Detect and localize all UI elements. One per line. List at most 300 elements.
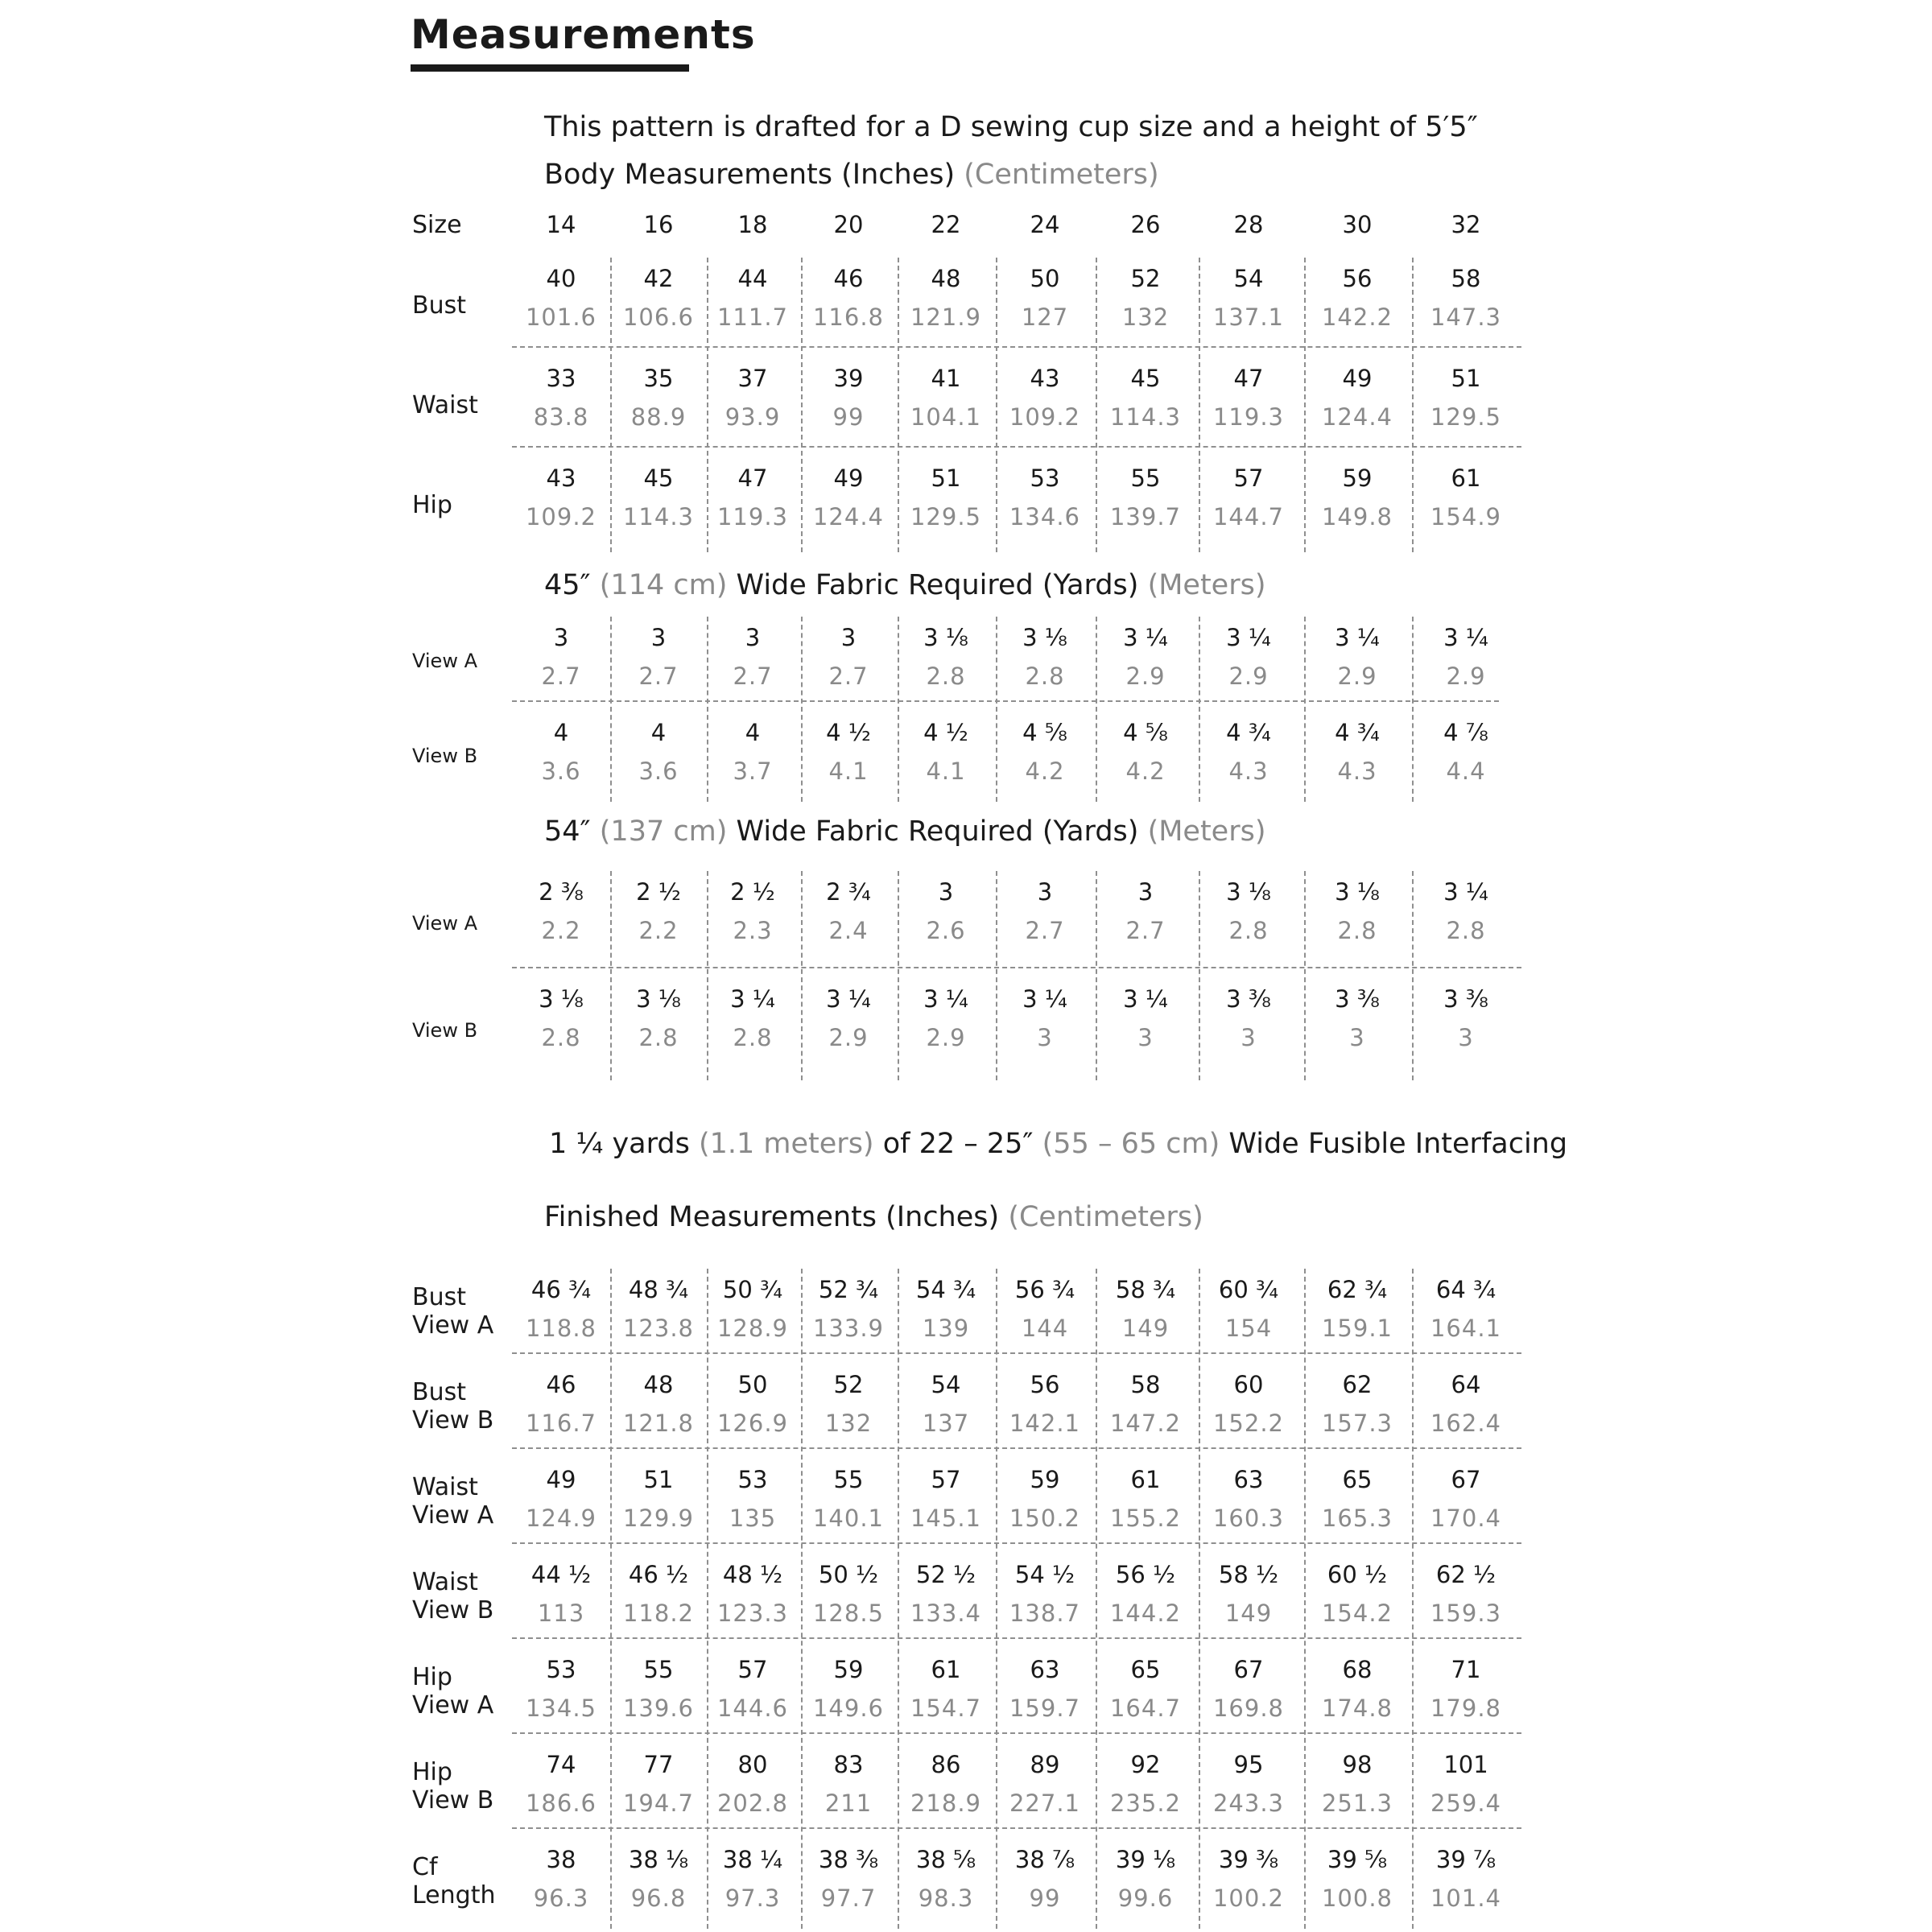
metric-value: 2.8: [541, 1024, 581, 1051]
column-divider: [996, 258, 997, 552]
inch-value: 62 ½: [1435, 1561, 1496, 1588]
inch-value: 83: [833, 1751, 864, 1778]
metric-value: 123.3: [716, 1600, 789, 1627]
metric-value: 83.8: [533, 403, 589, 431]
metric-value: 218.9: [910, 1790, 982, 1817]
metric-value: 149: [1224, 1600, 1273, 1627]
row-divider: [512, 346, 1521, 348]
inch-value: 43: [546, 464, 576, 492]
column-divider: [610, 617, 612, 802]
table-cell: [513, 1750, 609, 1818]
table-cell: [513, 718, 609, 786]
table-cell: [898, 1655, 994, 1723]
row-divider: [512, 1827, 1521, 1829]
metric-value: 132: [1121, 303, 1170, 331]
inch-value: 68: [1342, 1656, 1373, 1683]
table-cell: [1097, 985, 1194, 1052]
metric-value: 2.8: [1228, 917, 1269, 944]
inch-value: 57: [931, 1466, 961, 1493]
inch-value: 54: [1233, 265, 1264, 292]
inch-value: 101: [1443, 1751, 1488, 1778]
inch-value: 39 ⅞: [1435, 1846, 1496, 1873]
inch-value: 64 ¾: [1435, 1276, 1496, 1303]
table-cell: [1097, 1655, 1194, 1723]
size-header: 28: [1233, 211, 1264, 238]
column-divider: [996, 1269, 997, 1929]
interfacing-width-cm: (55 – 65 cm): [1042, 1128, 1220, 1160]
metric-value: 2.7: [541, 663, 581, 690]
table-cell: [513, 1465, 609, 1533]
inch-value: 35: [643, 365, 674, 392]
inch-value: 3 ⅜: [1443, 985, 1488, 1013]
table-cell: [1097, 1465, 1194, 1533]
inch-value: 54 ½: [1014, 1561, 1075, 1588]
metric-value: 134.6: [1009, 503, 1081, 530]
row-divider: [512, 446, 1521, 448]
metric-value: 116.8: [812, 303, 885, 331]
table-cell: [610, 1465, 707, 1533]
row-divider: [512, 1542, 1521, 1544]
inch-value: 51: [643, 1466, 674, 1493]
size-label: Size: [412, 211, 462, 239]
inch-value: 51: [1451, 365, 1481, 392]
metric-value: 116.7: [525, 1410, 597, 1437]
inch-value: 50 ½: [818, 1561, 879, 1588]
finished-heading-alt: (Centimeters): [1008, 1201, 1203, 1233]
metric-value: 118.2: [622, 1600, 695, 1627]
metric-value: 137.1: [1212, 303, 1285, 331]
fabric45-heading-main: Wide Fabric Required (Yards): [736, 569, 1139, 601]
fabric45-heading: [544, 569, 1266, 601]
table-cell: [1200, 985, 1297, 1052]
row-label: [412, 1283, 493, 1340]
row-label-line1: Bust: [412, 1283, 466, 1311]
inch-value: 46: [833, 265, 864, 292]
inch-value: 4 ¾: [1335, 719, 1380, 746]
metric-value: 2.7: [1125, 917, 1166, 944]
inch-value: 71: [1451, 1656, 1481, 1683]
table-cell: [610, 1560, 707, 1628]
inch-value: 33: [546, 365, 576, 392]
metric-value: 4.2: [1125, 758, 1166, 785]
row-label-line2: View B: [412, 1596, 494, 1624]
column-divider: [898, 617, 899, 802]
metric-value: 113: [537, 1600, 585, 1627]
inch-value: 62: [1342, 1371, 1373, 1398]
table-cell: [1309, 1845, 1406, 1913]
table-cell: [704, 464, 801, 531]
inch-value: 50: [737, 1371, 768, 1398]
column-divider: [1096, 871, 1097, 1080]
metric-value: 97.3: [724, 1885, 781, 1912]
metric-value: 97.7: [820, 1885, 877, 1912]
metric-value: 2.8: [1025, 663, 1065, 690]
inch-value: 39 ⅜: [1218, 1846, 1279, 1873]
table-cell: [513, 1275, 609, 1343]
interfacing-line: [549, 1128, 1567, 1160]
table-cell: [800, 364, 897, 431]
table-cell: [898, 364, 994, 431]
metric-value: 101.6: [525, 303, 597, 331]
fabric54-heading-alt: (Meters): [1147, 815, 1266, 848]
table-cell: [1418, 985, 1514, 1052]
row-label: Waist: [412, 391, 478, 419]
table-cell: [513, 985, 609, 1052]
inch-value: 47: [737, 464, 768, 492]
row-label-line2: View A: [412, 1691, 494, 1719]
row-divider: [512, 967, 1521, 968]
inch-value: 60 ½: [1327, 1561, 1388, 1588]
table-cell: [1309, 623, 1406, 691]
size-header: 20: [833, 211, 864, 238]
inch-value: 3: [650, 624, 667, 651]
metric-value: 2.9: [1228, 663, 1269, 690]
table-cell: [800, 1275, 897, 1343]
table-cell: [1200, 1370, 1297, 1438]
table-cell: [610, 718, 707, 786]
inch-value: 80: [737, 1751, 768, 1778]
inch-value: 38 ⅜: [818, 1846, 879, 1873]
size-header: 16: [643, 211, 674, 238]
table-cell: [1097, 364, 1194, 431]
inch-value: 38 ⅞: [1014, 1846, 1075, 1873]
metric-value: 2.8: [733, 1024, 773, 1051]
fabric45-width: 45″: [544, 569, 591, 601]
metric-value: 137: [922, 1410, 970, 1437]
metric-value: 100.2: [1212, 1885, 1285, 1912]
column-divider: [1304, 617, 1306, 802]
inch-value: 3 ¼: [1123, 985, 1168, 1013]
column-divider: [801, 617, 803, 802]
metric-value: 179.8: [1430, 1695, 1502, 1722]
metric-value: 119.3: [716, 503, 789, 530]
table-cell: [610, 623, 707, 691]
inch-value: 44 ½: [530, 1561, 592, 1588]
inch-value: 3 ⅛: [539, 985, 584, 1013]
inch-value: 59: [833, 1656, 864, 1683]
table-cell: [1309, 985, 1406, 1052]
table-cell: [610, 1750, 707, 1818]
row-divider: [512, 1352, 1521, 1354]
metric-value: 2.9: [828, 1024, 869, 1051]
inch-value: 55: [1130, 464, 1161, 492]
row-label: [412, 1853, 495, 1909]
fabric45-width-alt: (114 cm): [599, 569, 728, 601]
metric-value: 159.1: [1321, 1315, 1393, 1342]
metric-value: 3: [1037, 1024, 1053, 1051]
inch-value: 56 ½: [1115, 1561, 1176, 1588]
metric-value: 159.3: [1430, 1600, 1502, 1627]
table-cell: [704, 1655, 801, 1723]
metric-value: 93.9: [724, 403, 781, 431]
inch-value: 64: [1451, 1371, 1481, 1398]
column-divider: [898, 1269, 899, 1929]
table-cell: [1418, 1370, 1514, 1438]
metric-value: 129.5: [1430, 403, 1502, 431]
table-cell: [1097, 1750, 1194, 1818]
inch-value: 46 ¾: [530, 1276, 592, 1303]
inch-value: 2 ⅜: [539, 878, 584, 906]
inch-value: 63: [1233, 1466, 1264, 1493]
inch-value: 46 ½: [628, 1561, 689, 1588]
column-divider: [707, 871, 708, 1080]
inch-value: 3 ¼: [1022, 985, 1067, 1013]
metric-value: 121.8: [622, 1410, 695, 1437]
inch-value: 62 ¾: [1327, 1276, 1388, 1303]
row-label: [412, 1758, 493, 1814]
inch-value: 58: [1130, 1371, 1161, 1398]
metric-value: 2.8: [638, 1024, 679, 1051]
column-divider: [996, 617, 997, 802]
table-cell: [997, 1275, 1093, 1343]
metric-value: 99: [832, 403, 865, 431]
finished-heading-main: Finished Measurements (Inches): [544, 1201, 1000, 1233]
metric-value: 98.3: [918, 1885, 974, 1912]
inch-value: 3 ⅛: [923, 624, 968, 651]
metric-value: 194.7: [622, 1790, 695, 1817]
table-cell: [1309, 877, 1406, 945]
table-cell: [1097, 1370, 1194, 1438]
metric-value: 2.2: [541, 917, 581, 944]
table-cell: [1097, 718, 1194, 786]
inch-value: 44: [737, 265, 768, 292]
row-label: Hip: [412, 491, 452, 519]
row-label-line1: Hip: [412, 1663, 452, 1691]
table-cell: [997, 1750, 1093, 1818]
inch-value: 50 ¾: [722, 1276, 783, 1303]
inch-value: 3 ⅜: [1335, 985, 1380, 1013]
metric-value: 2.8: [1446, 917, 1486, 944]
inch-value: 3 ⅛: [636, 985, 681, 1013]
table-cell: [1097, 264, 1194, 332]
table-cell: [1097, 1560, 1194, 1628]
metric-value: 155.2: [1109, 1505, 1182, 1532]
table-cell: [704, 1845, 801, 1913]
inch-value: 3 ¼: [1123, 624, 1168, 651]
metric-value: 154.2: [1321, 1600, 1393, 1627]
table-cell: [997, 1370, 1093, 1438]
table-cell: [1418, 877, 1514, 945]
inch-value: 61: [931, 1656, 961, 1683]
table-cell: [898, 1750, 994, 1818]
table-cell: [1309, 1560, 1406, 1628]
inch-value: 58 ½: [1218, 1561, 1279, 1588]
inch-value: 45: [1130, 365, 1161, 392]
metric-value: 251.3: [1321, 1790, 1393, 1817]
table-cell: [898, 1560, 994, 1628]
table-cell: [1418, 364, 1514, 431]
metric-value: 111.7: [716, 303, 789, 331]
size-header: 30: [1342, 211, 1373, 238]
inch-value: 52: [1130, 265, 1161, 292]
inch-value: 56: [1030, 1371, 1060, 1398]
inch-value: 60 ¾: [1218, 1276, 1279, 1303]
inch-value: 47: [1233, 365, 1264, 392]
inch-value: 48 ¾: [628, 1276, 689, 1303]
table-cell: [1097, 464, 1194, 531]
metric-value: 3: [1241, 1024, 1257, 1051]
column-divider: [801, 871, 803, 1080]
inch-value: 38 ¼: [722, 1846, 783, 1873]
metric-value: 99.6: [1117, 1885, 1174, 1912]
inch-value: 3: [840, 624, 857, 651]
column-divider: [898, 871, 899, 1080]
metric-value: 124.4: [1321, 403, 1393, 431]
metric-value: 3.6: [541, 758, 581, 785]
metric-value: 157.3: [1321, 1410, 1393, 1437]
inch-value: 53: [1030, 464, 1060, 492]
metric-value: 164.1: [1430, 1315, 1502, 1342]
inch-value: 4 ½: [826, 719, 871, 746]
column-divider: [1412, 258, 1414, 552]
metric-value: 243.3: [1212, 1790, 1285, 1817]
metric-value: 4.4: [1446, 758, 1486, 785]
table-cell: [610, 1275, 707, 1343]
table-cell: [1200, 1655, 1297, 1723]
row-divider: [512, 700, 1499, 702]
table-cell: [898, 1845, 994, 1913]
inch-value: 98: [1342, 1751, 1373, 1778]
inch-value: 39 ⅛: [1115, 1846, 1176, 1873]
row-label-line2: View B: [412, 1786, 494, 1814]
table-cell: [1200, 364, 1297, 431]
table-cell: [1309, 464, 1406, 531]
body-measurements-heading: [544, 159, 1159, 191]
inch-value: 4 ⅝: [1022, 719, 1067, 746]
inch-value: 3 ⅛: [1226, 878, 1271, 906]
metric-value: 127: [1021, 303, 1069, 331]
inch-value: 52: [833, 1371, 864, 1398]
inch-value: 52 ¾: [818, 1276, 879, 1303]
table-cell: [997, 464, 1093, 531]
inch-value: 38: [546, 1846, 576, 1873]
body-heading-main: Body Measurements (Inches): [544, 159, 956, 191]
inch-value: 48: [931, 265, 961, 292]
size-header: 26: [1130, 211, 1161, 238]
metric-value: 96.3: [533, 1885, 589, 1912]
column-divider: [707, 617, 708, 802]
row-label: [412, 1378, 493, 1435]
table-cell: [513, 464, 609, 531]
inch-value: 38 ⅝: [915, 1846, 976, 1873]
column-divider: [707, 1269, 708, 1929]
interfacing-width: of 22 – 25″: [882, 1128, 1034, 1160]
inch-value: 49: [1342, 365, 1373, 392]
column-divider: [898, 258, 899, 552]
table-cell: [704, 1370, 801, 1438]
table-cell: [898, 1465, 994, 1533]
row-label: View B: [412, 1019, 478, 1042]
fabric45-heading-alt: (Meters): [1147, 569, 1266, 601]
table-cell: [1200, 264, 1297, 332]
table-cell: [1418, 1560, 1514, 1628]
metric-value: 2.8: [1337, 917, 1377, 944]
row-divider: [512, 1637, 1521, 1639]
column-divider: [1199, 1269, 1200, 1929]
table-cell: [898, 877, 994, 945]
row-divider: [512, 1732, 1521, 1734]
inch-value: 55: [643, 1656, 674, 1683]
column-divider: [801, 1269, 803, 1929]
table-cell: [800, 1655, 897, 1723]
metric-value: 147.3: [1430, 303, 1502, 331]
row-label-line1: Hip: [412, 1758, 452, 1786]
metric-value: 165.3: [1321, 1505, 1393, 1532]
table-cell: [997, 1465, 1093, 1533]
metric-value: 96.8: [630, 1885, 687, 1912]
inch-value: 95: [1233, 1751, 1264, 1778]
metric-value: 154.7: [910, 1695, 982, 1722]
table-cell: [704, 718, 801, 786]
row-label: View A: [412, 912, 477, 935]
inch-value: 53: [546, 1656, 576, 1683]
inch-value: 3 ⅛: [1335, 878, 1380, 906]
metric-value: 4.3: [1228, 758, 1269, 785]
inch-value: 48: [643, 1371, 674, 1398]
table-cell: [1200, 1845, 1297, 1913]
metric-value: 128.9: [716, 1315, 789, 1342]
table-cell: [1418, 718, 1514, 786]
table-cell: [1309, 1655, 1406, 1723]
size-header: 32: [1451, 211, 1481, 238]
size-header: 14: [546, 211, 576, 238]
table-cell: [704, 1275, 801, 1343]
inch-value: 4 ½: [923, 719, 968, 746]
inch-value: 56: [1342, 265, 1373, 292]
metric-value: 2.6: [926, 917, 966, 944]
metric-value: 2.8: [926, 663, 966, 690]
table-cell: [610, 464, 707, 531]
metric-value: 134.5: [525, 1695, 597, 1722]
table-cell: [513, 623, 609, 691]
table-cell: [1200, 1560, 1297, 1628]
page-title: Measurements: [411, 11, 756, 58]
inch-value: 57: [737, 1656, 768, 1683]
metric-value: 2.2: [638, 917, 679, 944]
metric-value: 118.8: [525, 1315, 597, 1342]
table-cell: [1418, 464, 1514, 531]
column-divider: [610, 871, 612, 1080]
table-cell: [1200, 1275, 1297, 1343]
inch-value: 4 ⅞: [1443, 719, 1488, 746]
column-divider: [1199, 617, 1200, 802]
metric-value: 124.9: [525, 1505, 597, 1532]
column-divider: [610, 1269, 612, 1929]
metric-value: 227.1: [1009, 1790, 1081, 1817]
metric-value: 138.7: [1009, 1600, 1081, 1627]
inch-value: 41: [931, 365, 961, 392]
metric-value: 162.4: [1430, 1410, 1502, 1437]
table-cell: [800, 877, 897, 945]
metric-value: 106.6: [622, 303, 695, 331]
column-divider: [610, 258, 612, 552]
table-cell: [1200, 1465, 1297, 1533]
inch-value: 3 ⅛: [1022, 624, 1067, 651]
inch-value: 3 ¼: [730, 985, 775, 1013]
table-cell: [800, 1750, 897, 1818]
metric-value: 123.8: [622, 1315, 695, 1342]
column-divider: [1412, 617, 1414, 802]
column-divider: [1304, 258, 1306, 552]
table-cell: [513, 877, 609, 945]
table-cell: [1418, 264, 1514, 332]
finished-measurements-heading: [544, 1201, 1203, 1233]
inch-value: 48 ½: [722, 1561, 783, 1588]
table-cell: [1309, 1750, 1406, 1818]
inch-value: 74: [546, 1751, 576, 1778]
table-cell: [704, 877, 801, 945]
inch-value: 54 ¾: [915, 1276, 976, 1303]
